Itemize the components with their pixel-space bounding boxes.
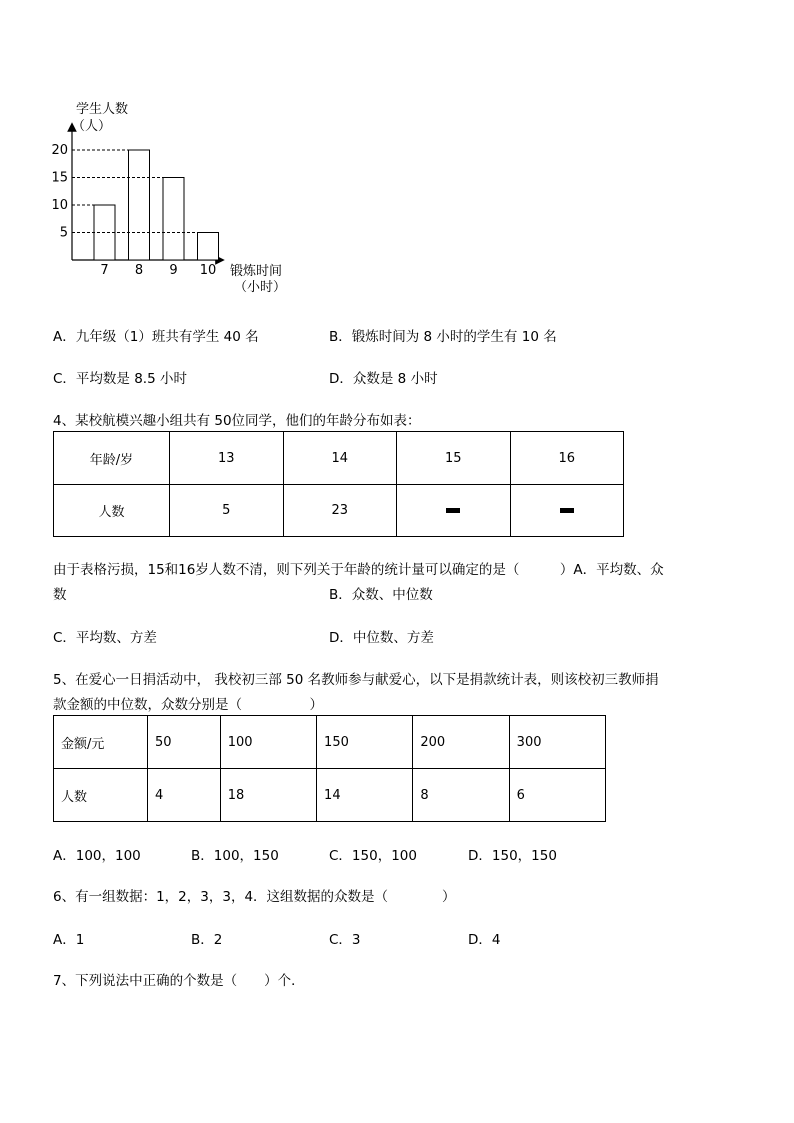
q5-amount-cell: 300: [509, 716, 605, 769]
q4-smudged-cell: [397, 485, 511, 537]
y-tick-label: 15: [51, 170, 68, 186]
y-tick-label: 20: [51, 143, 68, 158]
q5-count-cell: 6: [509, 769, 605, 822]
q5-amount-cell: 50: [148, 716, 221, 769]
q3-option-b: B．锻炼时间为 8 小时的学生有 10 名: [329, 329, 557, 345]
q5-count-cell: 8: [413, 769, 509, 822]
bar-10: [198, 233, 219, 261]
q6-option-a: A．1: [53, 932, 85, 948]
q4-text-line1: 由于表格污损，15和16岁人数不清，则下列关于年龄的统计量可以确定的是（ ）A．平均数、众: [53, 562, 664, 578]
q4-option-c: C．平均数、方差: [53, 630, 157, 646]
q5-option-c: C．150，100: [329, 848, 417, 864]
q5-option-a: A．100，100: [53, 848, 141, 864]
x-axis-unit: （小时）: [234, 280, 287, 295]
q5-count-cell: 18: [220, 769, 316, 822]
y-tick-label: 10: [51, 198, 68, 213]
x-axis-label: 锻炼时间: [230, 264, 283, 279]
q5-row1-header: 金额/元: [54, 716, 148, 769]
q4-age-cell: 15: [397, 432, 511, 485]
q5-stem-line2: 款金额的中位数，众数分别是（ ）: [53, 697, 323, 713]
y-tick-label: 5: [59, 225, 68, 241]
x-tick-label: 10: [199, 263, 217, 278]
q4-option-b: B．众数、中位数: [329, 587, 433, 603]
q4-count-cell: 5: [170, 485, 284, 537]
q6-option-c: C．3: [329, 932, 361, 948]
q4-option-d: D．中位数、方差: [329, 630, 434, 646]
q5-row2-header: 人数: [54, 769, 148, 822]
q5-amount-cell: 100: [220, 716, 316, 769]
q5-count-cell: 4: [148, 769, 221, 822]
q5-count-cell: 14: [317, 769, 413, 822]
y-axis-unit: （人）: [72, 119, 112, 134]
q4-row1-header: 年龄/岁: [54, 432, 170, 485]
q6-stem: 6、有一组数据：1，2，3，3，4．这组数据的众数是（ ）: [53, 889, 456, 905]
q4-count-cell: 23: [283, 485, 397, 537]
q4-age-cell: 13: [170, 432, 284, 485]
q5-amount-cell: 200: [413, 716, 509, 769]
q4-smudged-cell: [510, 485, 624, 537]
q4-table: [53, 431, 624, 537]
q4-age-cell: 16: [510, 432, 624, 485]
q5-option-d: D．150，150: [468, 848, 557, 864]
q4-row2-header: 人数: [54, 485, 170, 537]
y-axis-label: 学生人数: [76, 102, 129, 117]
q4-age-cell: 14: [283, 432, 397, 485]
smudge-mark: [560, 508, 574, 513]
q7-stem: 7、下列说法中正确的个数是（ ）个．: [53, 973, 305, 989]
q6-option-b: B．2: [191, 932, 223, 948]
q5-stem-line1: 5、在爱心一日捐活动中， 我校初三部 50 名教师参与献爱心，以下是捐款统计表，则该校初三教师捐: [53, 672, 659, 688]
q6-option-d: D．4: [468, 932, 501, 948]
q3-option-d: D．众数是 8 小时: [329, 371, 438, 387]
bar-9: [163, 178, 184, 261]
x-tick-label: 9: [169, 263, 178, 278]
x-tick-label: 7: [100, 263, 109, 278]
x-tick-label: 8: [134, 263, 144, 278]
q5-table: [53, 715, 606, 822]
q4-text-line2: 数: [53, 587, 67, 603]
smudge-mark: [446, 508, 460, 513]
q3-option-c: C．平均数是 8.5 小时: [53, 371, 187, 387]
q4-stem: 4、某校航模兴趣小组共有 50位同学，他们的年龄分布如表：: [53, 413, 421, 429]
q3-option-a: A．九年级（1）班共有学生 40 名: [53, 329, 259, 345]
q5-option-b: B．100，150: [191, 848, 279, 864]
q5-amount-cell: 150: [317, 716, 413, 769]
bar-chart: [40, 95, 320, 305]
bar-8: [129, 150, 150, 260]
